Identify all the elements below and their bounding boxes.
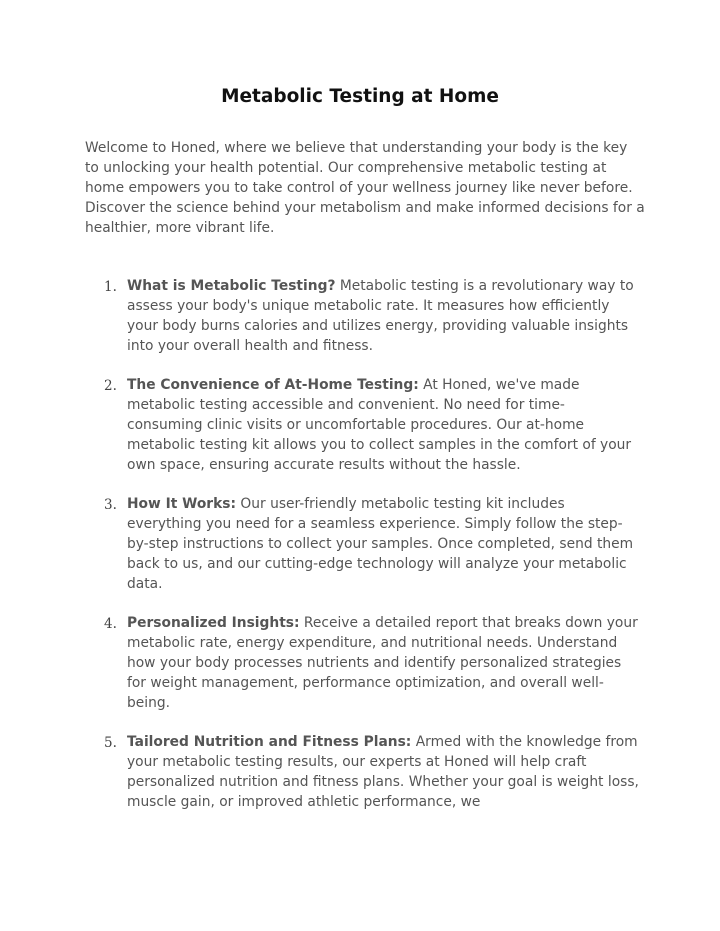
list-item-number: 4.: [104, 616, 117, 632]
page-title: Metabolic Testing at Home: [221, 86, 499, 107]
list-item-heading: Personalized Insights:: [127, 615, 300, 631]
list-item-body: [127, 732, 639, 812]
list-item-body: [127, 375, 639, 475]
list-item-text: Metabolic testing is a revolutionary way to assess your body's unique metabolic rate. It measures how efficiently your body burns calories and utilizes energy, providing valuable insights into your overall health and fitness.: [127, 278, 634, 354]
list-item-text: At Honed, we've made metabolic testing accessible and convenient. No need for time-consuming clinic visits or uncomfortable procedures. Our at-home metabolic testing kit allows you to collect samples in the comfort of your own space, ensuring accurate results without the hassle.: [127, 377, 632, 473]
list-item: [0, 375, 720, 475]
intro-paragraph: Welcome to Honed, where we believe that understanding your body is the key to unlocking your health potential. Our comprehensive metabolic testing at home empowers you to take control of your wellness journey like never before. Discover the science behind your metabolism and make informed decisions for a healthier, more vibrant life.: [85, 140, 645, 236]
list-item-body: [127, 613, 639, 713]
list-item: [0, 732, 720, 812]
list-item-heading: How It Works:: [127, 496, 237, 512]
numbered-list: [0, 276, 720, 831]
list-item-text: Receive a detailed report that breaks down your metabolic rate, energy expenditure, and nutritional needs. Understand how your body processes nutrients and identify personalized strategies for weight management, performance optimization, and overall well-being.: [127, 615, 638, 711]
list-item-heading: Tailored Nutrition and Fitness Plans:: [127, 734, 412, 750]
list-item-text: Our user-friendly metabolic testing kit includes everything you need for a seamless experience. Simply follow the step-by-step instructions to collect your samples. Once completed, send them back to us, and our cutting-edge technology will analyze your metabolic data.: [127, 496, 634, 592]
list-item: [0, 613, 720, 713]
list-item-number: 3.: [104, 497, 117, 513]
list-item-number: 5.: [104, 735, 117, 751]
list-item: [0, 494, 720, 594]
list-item-body: [127, 276, 639, 356]
list-item-body: [127, 494, 639, 594]
list-item-heading: The Convenience of At-Home Testing:: [127, 377, 419, 393]
list-item-heading: What is Metabolic Testing?: [127, 278, 336, 294]
list-item-number: 1.: [104, 279, 117, 295]
list-item: [0, 276, 720, 356]
list-item-number: 2.: [104, 378, 117, 394]
list-item-text: Armed with the knowledge from your metabolic testing results, our experts at Honed will help craft personalized nutrition and fitness plans. Whether your goal is weight loss, muscle gain, or improved athletic performance, we: [127, 734, 639, 810]
